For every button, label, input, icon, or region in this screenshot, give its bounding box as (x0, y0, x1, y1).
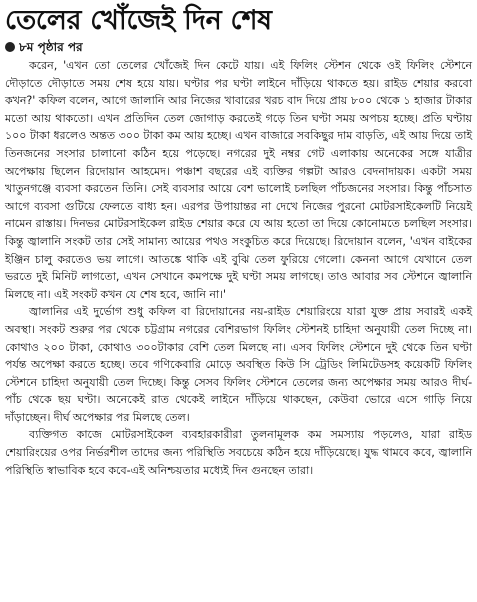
paragraph-2: জ্বালানির এই দুর্ভোগ শুধু কফিল বা রিদোয়ানের নয়-রাইড শেয়ারিংয়ে যারা যুক্ত প্রায় সবারই একই অবস্থা। সংকট শুরুর পর থেকে চট্টগ্রাম নগরের বেশিরভাগ ফিলিং স্টেশনই চাহিদা অনুযায়ী তেল দিচ্ছে না। কোথাও ২০০ টাকা, কোথাও ৩০০টাকার বেশি তেল মিলছে না। এসব ফিলিং স্টেশনে দুই থেকে তিন ঘণ্টা পর্যন্ত অপেক্ষা করতে হচ্ছে। তবে গণিকেবারি মোড়ে অবস্থিত কিউ সি ট্রেডিং লিমিটেডসহ কয়েকটি ফিলিং স্টেশনে চাহিদা অনুযায়ী তেল দিচ্ছে। কিন্তু সেসব ফিলিং স্টেশনে তেলের জন্য অপেক্ষার সময় আরও দীর্ঘ-পাঁচ থেকে ছয় ঘণ্টা। অনেকেই রাত থেকেই লাইনে দাঁড়িয়ে থাকছেন, কেউবা ভোরে এসে গাড়ি নিয়ে দাঁড়াচ্ছেন। দীর্ঘ অপেক্ষার পর মিলছে তেল। (5, 305, 472, 424)
continuation-marker (5, 39, 472, 55)
headline: তেলের খোঁজেই দিন শেষ (5, 5, 272, 36)
continued-from-label: ৮ম পৃষ্ঠার পর (19, 40, 83, 54)
bullet-icon (5, 42, 15, 52)
paragraph-3: ব্যক্তিগত কাজে মোটরসাইকেল ব্যবহারকারীরা তুলনামূলক কম সমস্যায় পড়লেও, যারা রাইড শেয়ারিংয়ের ওপর নির্ভরশীল তাদের জন্য পরিস্থিতি সবচেয়ে কঠিন হয়ে দাঁড়িয়েছে। যুদ্ধ থামবে কবে, জ্বালানি পরিস্থিতি স্বাভাবিক হবে কবে-এই অনিশ্চয়তার মধ্যেই দিন গুনছেন তারা। (5, 428, 472, 477)
paragraph-1: করেন, 'এখন তো তেলের খোঁজেই দিন কেটে যায়। এই ফিলিং স্টেশন থেকে ওই ফিলিং স্টেশনে দৌড়াতে দৌড়াতে সময় শেষ হয়ে যায়। ঘণ্টার পর ঘণ্টা লাইনে দাঁড়িয়ে থাকতে হয়। রাইড শেয়ার করবো কখন?' কফিল বলেন, আগে জালানি আর নিজের খাবারের খরচ বাদ দিয়ে প্রায় ৮০০ থেকে ১ হাজার টাকার মতো আয় থাকতো। এখন প্রতিদিন তেল জোগাড় করতেই গড়ে তিন ঘণ্টা সময় অপচয় হচ্ছে। প্রতি ঘণ্টায় ১০০ টাকা ধরলেও অন্তত ৩০০ টাকা কম আয় হচ্ছে। এখন বাজারে সবকিছুর দাম বাড়তি, এই আয় দিয়ে তাই তিনজনের সংসার চালানো কঠিন হয়ে পড়েছে। নগরের দুই নম্বর গেট এলাকায় অনেকের সঙ্গে যাত্রীর অপেক্ষায় ছিলেন রিদোয়ান আহমেদ। পঞ্চাশ বছরের এই ব্যক্তির গল্পটা আরও বেদনাদায়ক। একটা সময় খাতুনগঞ্জে ব্যবসা করতেন তিনি। সেই ব্যবসার আয়ে বেশ ভালোই চলছিল পাঁচজনের সংসার। কিন্তু পাঁচসাত আগে ব্যবসা গুটিয়ে ফেলতে বাধ্য হন। এরপর উপায়ান্তর না দেখে নিজের পুরনো মোটরসাইকেলটি নিয়েই নামেন রাস্তায়। দিনভর মোটরসাইকেল রাইড শেয়ার করে যে আয় হতো তা দিয়ে কোনোমতে চলছিল সংসার। কিন্তু জ্বালানি সংকট তার সেই সামান্য আয়ের পথও সংকুচিত করে দিয়েছে। রিদোয়ান বলেন, 'এখন বাইকের ইঞ্জিন চালু করতেও ভয় লাগে। আতঙ্কে থাকি এই বুঝি তেল ফুরিয়ে গেলো। কেননা আগে যেখানে তেল ভরতে দুই মিনিট লাগতো, এখন সেখানে কমপক্ষে দুই ঘণ্টা সময় লাগছে। তাও আবার সব স্টেশনে জ্বালানি মিলছে না। এই সংকট কখন যে শেষ হবে, জানি না।' (5, 59, 472, 301)
article-body (5, 57, 472, 479)
